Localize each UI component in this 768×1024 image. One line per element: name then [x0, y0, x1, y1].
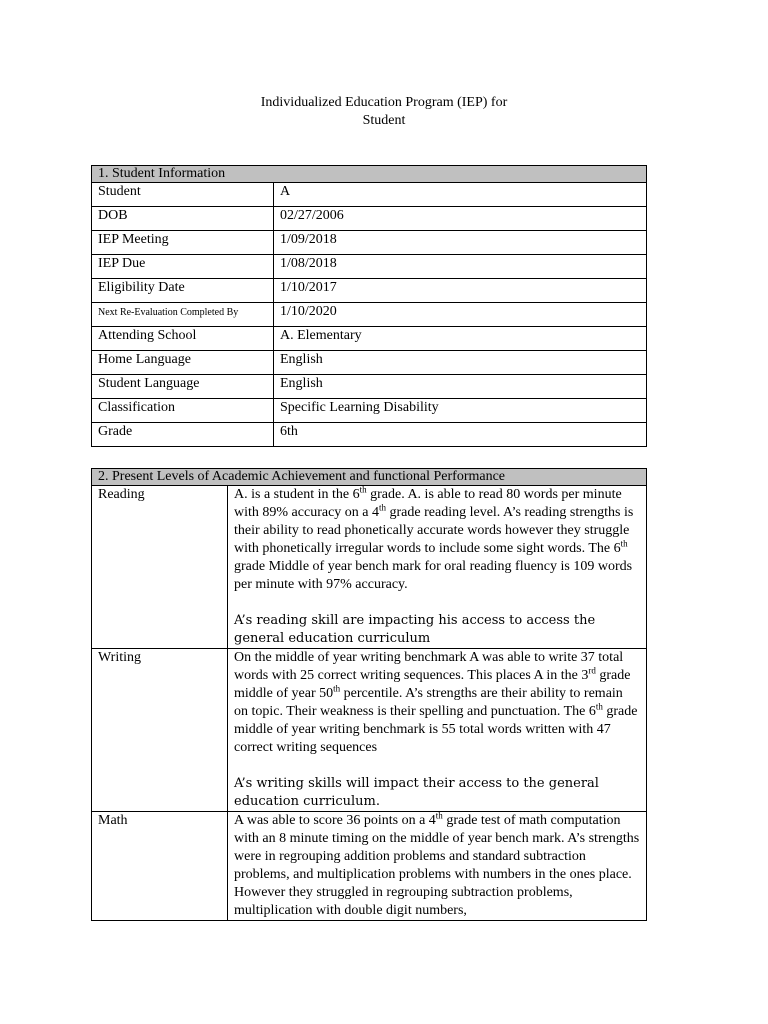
row-value: Specific Learning Disability — [274, 399, 647, 423]
row-value: A — [274, 183, 647, 207]
text-run: grade middle of year 50 — [234, 668, 631, 701]
table-row-math — [92, 812, 647, 921]
row-value: 1/10/2020 — [274, 303, 647, 327]
text-run: grade. A. is able to read 80 words per minute with 89% accuracy on a 4 — [234, 487, 622, 520]
table-row — [92, 351, 647, 375]
section-header-row — [92, 166, 647, 183]
text-run: grade middle of year writing benchmark is 55 total words written with 47 correct writing sequences — [234, 704, 638, 755]
writing-paragraph-1 — [234, 649, 640, 757]
table-row-reading — [92, 486, 647, 649]
writing-content — [228, 649, 647, 812]
superscript: rd — [588, 665, 596, 676]
row-label: Classification — [92, 399, 274, 423]
reading-paragraph-1 — [234, 486, 640, 594]
superscript: th — [620, 538, 628, 549]
reading-paragraph-2: A’s reading skill are impacting his access to access the general education curriculum — [234, 613, 596, 646]
table-row — [92, 183, 647, 207]
paragraph-spacer — [234, 757, 640, 775]
row-label: Student — [92, 183, 274, 207]
row-value: A. Elementary — [274, 327, 647, 351]
text-run: A. is a student in the 6 — [234, 487, 360, 502]
table-row — [92, 279, 647, 303]
table-row — [92, 375, 647, 399]
row-label: Student Language — [92, 375, 274, 399]
table-row-writing — [92, 649, 647, 812]
row-value: English — [274, 375, 647, 399]
row-value: 6th — [274, 423, 647, 447]
text-run: A was able to score 36 points on a 4 — [234, 813, 436, 828]
row-value: 1/10/2017 — [274, 279, 647, 303]
row-label: Grade — [92, 423, 274, 447]
text-run: grade test of math computation with an 8 minute timing on the middle of year bench mark. A’s strengths were in regrouping addition problems and standard subtraction problems, and multiplication problems with numbers in the ones place. However they struggled in regrouping subtraction problems, multiplication with double digit numbers, — [234, 813, 640, 918]
present-levels-header: 2. Present Levels of Academic Achievement and functional Performance — [92, 469, 647, 486]
math-paragraph-1 — [234, 812, 640, 920]
row-value: 1/09/2018 — [274, 231, 647, 255]
title-line-1: Individualized Education Program (IEP) for — [260, 95, 508, 110]
present-levels-table — [91, 468, 647, 921]
student-information-table — [91, 165, 647, 447]
row-value: English — [274, 351, 647, 375]
table-row — [92, 399, 647, 423]
paragraph-spacer — [234, 594, 640, 612]
table-row — [92, 327, 647, 351]
text-run: percentile. A’s strengths are their ability to remain on topic. Their weakness is their spelling and punctuation. The 6 — [234, 686, 623, 719]
superscript: th — [595, 701, 603, 712]
superscript: th — [379, 502, 387, 513]
reading-label: Reading — [92, 486, 228, 649]
section-header-row — [92, 469, 647, 486]
text-run: grade Middle of year bench mark for oral reading fluency is 109 words per minute with 97% accuracy. — [234, 559, 633, 592]
writing-label: Writing — [92, 649, 228, 812]
row-value: 02/27/2006 — [274, 207, 647, 231]
superscript: th — [435, 812, 443, 821]
row-label: IEP Meeting — [92, 231, 274, 255]
table-row — [92, 303, 647, 327]
row-value: 1/08/2018 — [274, 255, 647, 279]
table-row — [92, 207, 647, 231]
row-label: Home Language — [92, 351, 274, 375]
title-line-2: Student — [362, 113, 406, 128]
row-label: Eligibility Date — [92, 279, 274, 303]
math-label: Math — [92, 812, 228, 921]
text-run: grade reading level. A’s reading strengths is their ability to read phonetically accurate words however they struggle with phonetically irregular words to include some sight words. The 6 — [234, 505, 634, 556]
student-information-header: 1. Student Information — [92, 166, 647, 183]
table-row — [92, 423, 647, 447]
document-title — [0, 94, 768, 130]
superscript: th — [359, 484, 367, 495]
row-label: Attending School — [92, 327, 274, 351]
superscript: th — [333, 683, 341, 694]
reading-content — [228, 486, 647, 649]
row-label: DOB — [92, 207, 274, 231]
writing-paragraph-2: A’s writing skills will impact their access to the general education curriculum. — [234, 776, 599, 809]
row-label: IEP Due — [92, 255, 274, 279]
text-run: On the middle of year writing benchmark A was able to write 37 total words with 25 correct writing sequences. This places A in the 3 — [234, 650, 624, 683]
table-row — [92, 231, 647, 255]
math-content — [228, 812, 647, 921]
re-evaluation-label: Next Re-Evaluation Completed By — [98, 307, 239, 318]
table-row — [92, 255, 647, 279]
row-label — [92, 303, 274, 327]
